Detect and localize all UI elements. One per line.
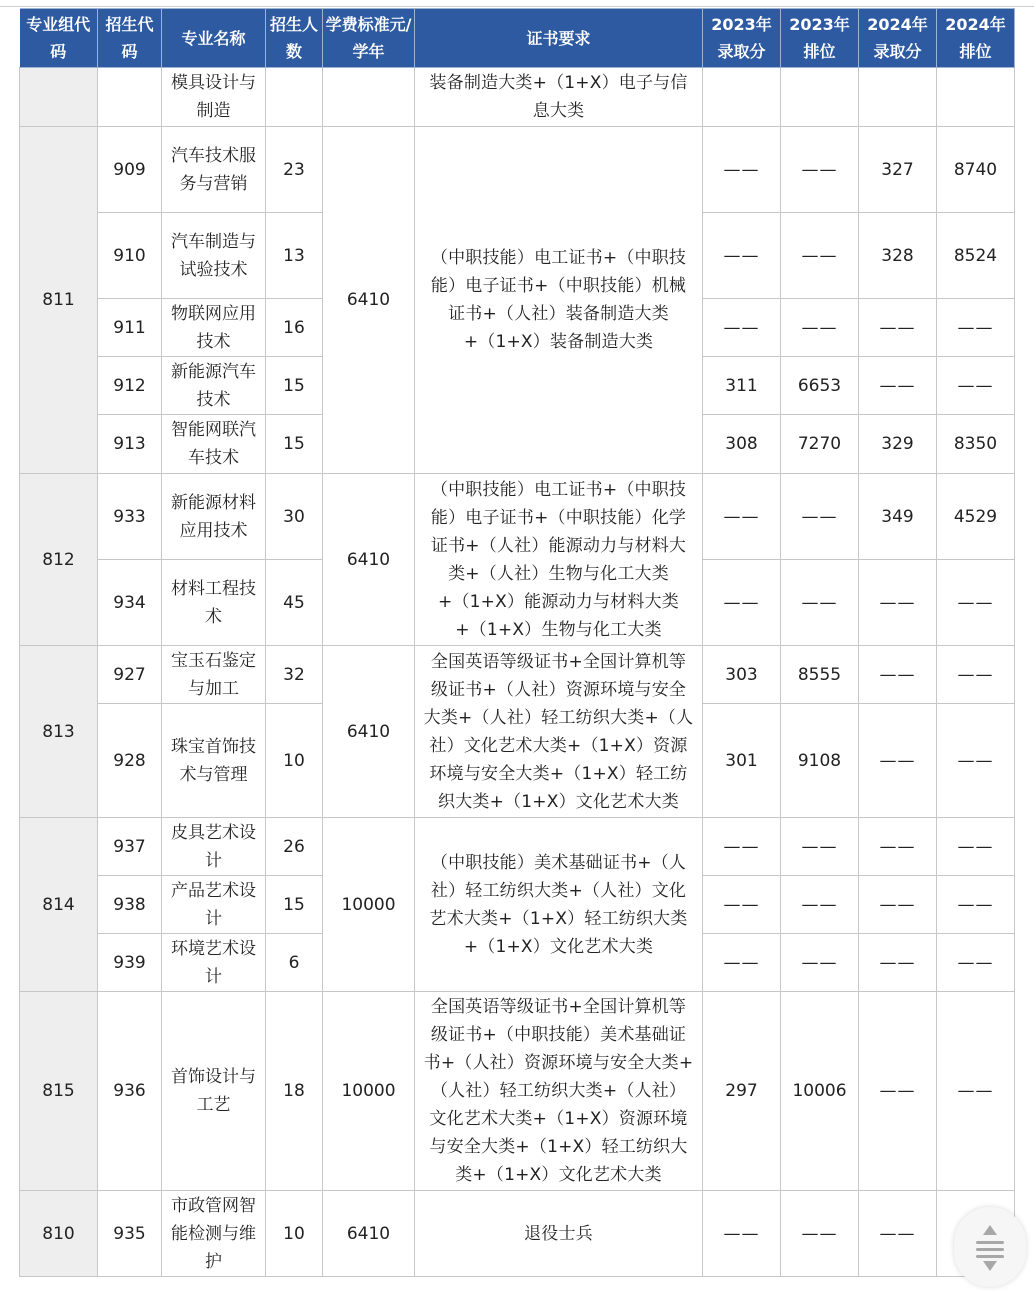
score-2024-cell: 329 [859,415,937,474]
cert-req-cell: 全国英语等级证书+全国计算机等级证书+（中职技能）美术基础证书+（人社）资源环境与安全大类+（人社）轻工纺织大类+（人社）文化艺术大类+（1+X）资源环境与安全大类+（1+X）轻工纺织大类+（1+X）文化艺术大类 [415,992,703,1191]
score-2024-cell: 328 [859,213,937,299]
rank-2024-cell: 8524 [937,213,1015,299]
enroll-count-cell: 30 [266,474,323,560]
rank-2024-cell: —— [937,992,1015,1191]
enroll-code-cell: 909 [98,127,162,213]
score-2023-cell: 308 [703,415,781,474]
enroll-count-cell: 15 [266,415,323,474]
rank-2023-cell: —— [781,560,859,646]
score-2023-cell [703,68,781,127]
score-2023-cell: —— [703,818,781,876]
tuition-cell: 6410 [323,474,415,646]
group-code-cell: 810 [20,1191,98,1277]
rank-2024-cell: —— [937,934,1015,992]
enroll-code-cell: 935 [98,1191,162,1277]
enroll-count-cell: 6 [266,934,323,992]
header-2024-score: 2024年录取分 [859,9,937,68]
scroll-arrows-icon [954,1207,1026,1287]
rank-2024-cell: —— [937,876,1015,934]
score-2023-cell: —— [703,127,781,213]
score-2024-cell: —— [859,357,937,415]
cert-req-cell: 退役士兵 [415,1191,703,1277]
score-2023-cell: 303 [703,646,781,704]
rank-2023-cell: 7270 [781,415,859,474]
score-2023-cell: —— [703,474,781,560]
group-code-cell: 815 [20,992,98,1191]
scroll-position-button[interactable] [954,1207,1026,1287]
major-name-cell: 珠宝首饰技术与管理 [162,704,266,818]
score-2023-cell: —— [703,213,781,299]
rank-2024-cell: 8740 [937,127,1015,213]
tuition-cell: 6410 [323,1191,415,1277]
enroll-code-cell [98,68,162,127]
rank-2023-cell: —— [781,876,859,934]
admission-table-container [19,8,1014,1277]
group-code-cell: 811 [20,127,98,474]
enroll-code-cell: 913 [98,415,162,474]
table-row [20,992,1015,1191]
rank-2024-cell: —— [937,704,1015,818]
header-enroll-code: 招生代码 [98,9,162,68]
rank-2024-cell [937,68,1015,127]
rank-2024-cell: —— [937,818,1015,876]
score-2024-cell: —— [859,818,937,876]
group-code-cell: 813 [20,646,98,818]
score-2024-cell: —— [859,1191,937,1277]
score-2023-cell: —— [703,299,781,357]
header-2023-rank: 2023年排位 [781,9,859,68]
enroll-code-cell: 937 [98,818,162,876]
major-name-cell: 皮具艺术设计 [162,818,266,876]
major-name-cell: 智能网联汽车技术 [162,415,266,474]
major-name-cell: 模具设计与制造 [162,68,266,127]
header-cert-req: 证书要求 [415,9,703,68]
rank-2024-cell: —— [937,299,1015,357]
score-2024-cell: —— [859,876,937,934]
rank-2024-cell: —— [937,357,1015,415]
enroll-count-cell: 23 [266,127,323,213]
enroll-count-cell: 10 [266,1191,323,1277]
rank-2023-cell: —— [781,1191,859,1277]
major-name-cell: 环境艺术设计 [162,934,266,992]
major-name-cell: 产品艺术设计 [162,876,266,934]
header-tuition: 学费标准元/学年 [323,9,415,68]
enroll-count-cell: 45 [266,560,323,646]
tuition-cell: 6410 [323,127,415,474]
rank-2024-cell: —— [937,560,1015,646]
admission-table [19,8,1015,1277]
score-2023-cell: —— [703,934,781,992]
enroll-code-cell: 910 [98,213,162,299]
table-row [20,646,1015,704]
enroll-code-cell: 928 [98,704,162,818]
rank-2024-cell: 8350 [937,415,1015,474]
table-row [20,1191,1015,1277]
score-2024-cell: 327 [859,127,937,213]
enroll-count-cell: 26 [266,818,323,876]
enroll-code-cell: 911 [98,299,162,357]
header-group-code: 专业组代码 [20,9,98,68]
table-row [20,127,1015,213]
score-2023-cell: 297 [703,992,781,1191]
group-code-cell: 814 [20,818,98,992]
rank-2023-cell: 9108 [781,704,859,818]
table-row [20,474,1015,560]
enroll-count-cell: 18 [266,992,323,1191]
cert-req-cell: （中职技能）电工证书+（中职技能）电子证书+（中职技能）机械证书+（人社）装备制造大类+（1+X）装备制造大类 [415,127,703,474]
tuition-cell: 6410 [323,646,415,818]
enroll-code-cell: 936 [98,992,162,1191]
score-2024-cell: 349 [859,474,937,560]
major-name-cell: 新能源汽车技术 [162,357,266,415]
header-major-name: 专业名称 [162,9,266,68]
cert-req-cell: （中职技能）美术基础证书+（人社）轻工纺织大类+（人社）文化艺术大类+（1+X）轻工纺织大类+（1+X）文化艺术大类 [415,818,703,992]
tuition-cell [323,68,415,127]
enroll-code-cell: 939 [98,934,162,992]
group-code-cell: 812 [20,474,98,646]
score-2023-cell: —— [703,560,781,646]
enroll-code-cell: 934 [98,560,162,646]
major-name-cell: 宝玉石鉴定与加工 [162,646,266,704]
enroll-count-cell: 10 [266,704,323,818]
rank-2023-cell: —— [781,299,859,357]
table-header [20,9,1015,68]
table-body [20,68,1015,1277]
enroll-count-cell: 32 [266,646,323,704]
major-name-cell: 材料工程技术 [162,560,266,646]
score-2023-cell: 311 [703,357,781,415]
top-divider [0,6,1034,7]
enroll-count-cell [266,68,323,127]
enroll-count-cell: 15 [266,876,323,934]
score-2024-cell: —— [859,560,937,646]
score-2023-cell: —— [703,876,781,934]
score-2023-cell: —— [703,1191,781,1277]
major-name-cell: 汽车制造与试验技术 [162,213,266,299]
score-2024-cell: —— [859,934,937,992]
major-name-cell: 新能源材料应用技术 [162,474,266,560]
rank-2023-cell: —— [781,934,859,992]
cert-req-cell: （中职技能）电工证书+（中职技能）电子证书+（中职技能）化学证书+（人社）能源动力与材料大类+（人社）生物与化工大类+（1+X）能源动力与材料大类+（1+X）生物与化工大类 [415,474,703,646]
enroll-count-cell: 13 [266,213,323,299]
tuition-cell: 10000 [323,818,415,992]
major-name-cell: 汽车技术服务与营销 [162,127,266,213]
rank-2023-cell: —— [781,127,859,213]
score-2024-cell: —— [859,299,937,357]
rank-2024-cell: 4529 [937,474,1015,560]
cert-req-cell: 全国英语等级证书+全国计算机等级证书+（人社）资源环境与安全大类+（人社）轻工纺织大类+（人社）文化艺术大类+（1+X）资源环境与安全大类+（1+X）轻工纺织大类+（1+X）文化艺术大类 [415,646,703,818]
rank-2023-cell: 6653 [781,357,859,415]
rank-2024-cell: —— [937,646,1015,704]
table-row [20,818,1015,876]
rank-2023-cell: —— [781,818,859,876]
header-row [20,9,1015,68]
score-2023-cell: 301 [703,704,781,818]
rank-2023-cell: 10006 [781,992,859,1191]
enroll-code-cell: 912 [98,357,162,415]
major-name-cell: 物联网应用技术 [162,299,266,357]
cert-req-cell: 装备制造大类+（1+X）电子与信息大类 [415,68,703,127]
table-row [20,68,1015,127]
major-name-cell: 市政管网智能检测与维护 [162,1191,266,1277]
score-2024-cell: —— [859,992,937,1191]
rank-2023-cell: —— [781,213,859,299]
rank-2023-cell: 8555 [781,646,859,704]
group-code-cell [20,68,98,127]
score-2024-cell: —— [859,646,937,704]
enroll-count-cell: 15 [266,357,323,415]
header-2023-score: 2023年录取分 [703,9,781,68]
header-enroll-count: 招生人数 [266,9,323,68]
enroll-code-cell: 927 [98,646,162,704]
rank-2023-cell [781,68,859,127]
enroll-code-cell: 938 [98,876,162,934]
enroll-code-cell: 933 [98,474,162,560]
enroll-count-cell: 16 [266,299,323,357]
header-2024-rank: 2024年排位 [937,9,1015,68]
score-2024-cell: —— [859,704,937,818]
tuition-cell: 10000 [323,992,415,1191]
rank-2023-cell: —— [781,474,859,560]
major-name-cell: 首饰设计与工艺 [162,992,266,1191]
score-2024-cell [859,68,937,127]
